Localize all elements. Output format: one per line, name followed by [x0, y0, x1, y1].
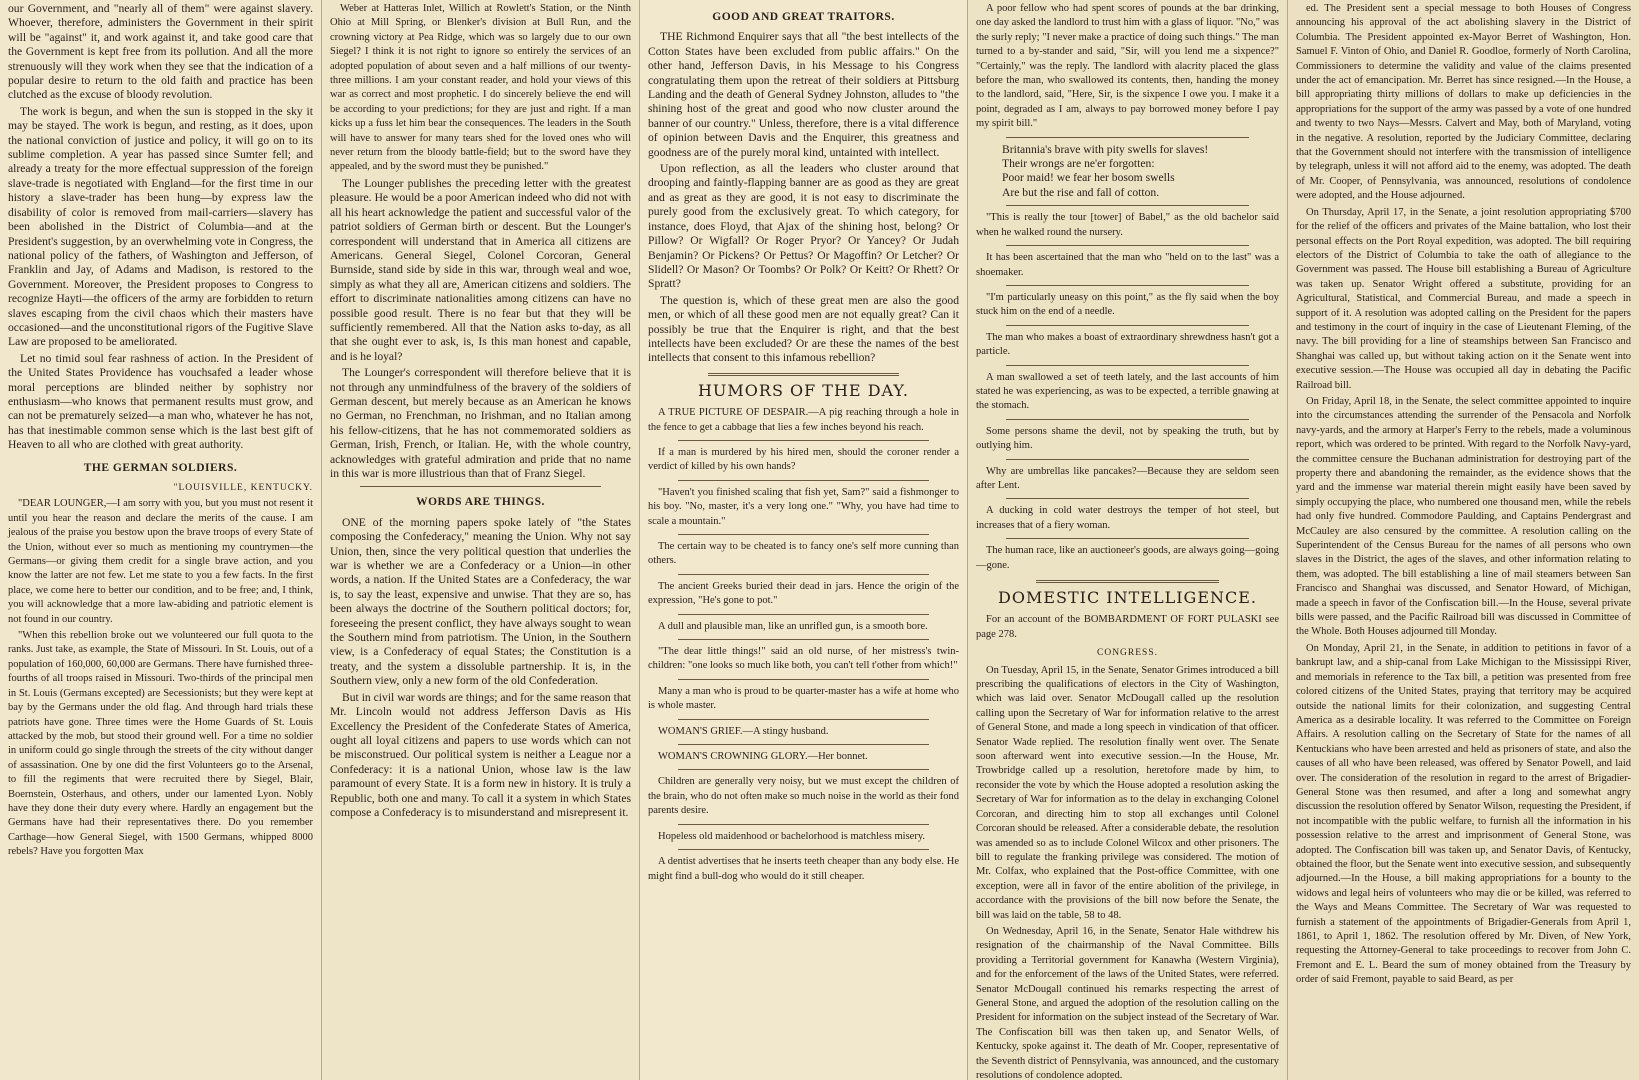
paragraph: "When this rebellion broke out we volunteered our full quota to the ranks. Just take, as example, the State of Missouri. In St. Louis, out of a population of 160,000, 60,000 are Germans. There have furnished three-fourths of all troops raised in Missouri. Two-thirds of the principal men in St. Louis (Germans excepted) are Secessionists; but they were kept at bay by the Germans under the old flag. And through hard trials these patriots have gone. Three times were the Home Guards of St. Louis attacked by the mob, but stood their ground well. For a time no soldier in uniform could go single through the streets of the city without danger of assassination. One by one did the first Volunteers go to the Arsenal, to fill the regiments that were recruited there by Siegel, Blair, Boernstein, Osterhaus, and others, under our lamented Lyon. Nobly have they done their duty every where. Hardly an engagement but the Germans have had their representatives there. Do you remember Carthage—how General Siegel, with 1500 Germans, whipped 8000 rebels? Have you forgotten Max	[8, 630, 313, 858]
section-heading: THE GERMAN SOLDIERS.	[83, 461, 238, 474]
humor-item: The ancient Greeks buried their dead in jars. Hence the origin of the expression, "He's gone to pot."	[648, 580, 959, 607]
divider	[1006, 419, 1249, 420]
humor-item: Children are generally very noisy, but we must except the children of the brain, who do not often make so much noise in the world as their fond parents desire.	[648, 776, 959, 817]
humor-item: Why are umbrellas like pancakes?—Because they are seldom seen after Lent.	[976, 465, 1279, 491]
divider	[678, 679, 929, 680]
humor-item: WOMAN'S CROWNING GLORY.—Her bonnet.	[658, 751, 868, 763]
divider	[678, 534, 929, 535]
divider	[1006, 538, 1249, 539]
sub-heading: CONGRESS.	[1097, 648, 1158, 659]
paragraph: The Lounger publishes the preceding letter with the greatest pleasure. He would be a poor American indeed who did not with all his heart acknowledge the patient and successful valor of the patriot soldiers of German birth or descent. But the Lounger's correspondent will understand that in America all citizens are Americans. General Siegel, Colonel Corcoran, General Burnside, stand side by side in this war, through weal and woe, simply as what they all are, American citizens and soldiers. The effort to discriminate nationalities among citizens can have no possible good result. There is no fear but that they will be sufficiently remembered. All that the Nation asks to-day, as all that she ought ever to ask, is, Is this man honest and capable, and is he loyal?	[330, 176, 631, 363]
divider	[1006, 285, 1249, 286]
humor-item: Hopeless old maidenhood or bachelorhood is matchless misery.	[658, 830, 926, 842]
humor-item: A dentist advertises that he inserts teeth cheaper than any body else. He might find a bull-dog who would do it still cheaper.	[648, 856, 959, 882]
paragraph: On Wednesday, April 16, in the Senate, Senator Hale withdrew his resignation of the chairmanship of the Naval Committee. Bills providing a Territorial government for Kanawha (Western Virginia), and for the enforcement of the laws of the United States, were referred. Senator McDougall continued his remarks respecting the arrest of General Stone, and argued the adoption of the resolution calling on the President for information on the subject instead of the Secretary of War. The Confiscation bill was then taken up, and Senator Wells, of Kentucky, spoke against it. The death of Mr. Cooper, representative of the Seventh district of Pennsylvania, was announced, and the customary resolutions of condolence adopted.	[976, 925, 1279, 1080]
humor-item: If a man is murdered by his hired men, should the coroner render a verdict of killed by his own hands?	[648, 446, 959, 473]
section-heading: HUMORS OF THE DAY.	[697, 380, 910, 400]
humor-item: "Haven't you finished scaling that fish yet, Sam?" said a fishmonger to his boy. "No, master, it's a very long one." "Why, you have had time to scale a mountain."	[648, 486, 959, 527]
poem-line: Poor maid! we fear her bosom swells	[1002, 171, 1175, 185]
paragraph: On Tuesday, April 15, in the Senate, Senator Grimes introduced a bill prescribing the qualifications of electors in the City of Washington, which was laid over. Senator McDougall called up the resolution calling upon the Secretary of War for information relative to the arrest of General Stone, and made a long speech in vindication of that officer. Senator Wade replied. The resolution finally went over. The Senate soon afterward went into executive session.—In the House, Mr. Trowbridge called up a resolution, heretofore made by him, to reconsider the vote by which the House adopted a resolution asking the Secretary of War for information as to the delay in exchanging Colonel Corcoran, and directing him to stop all exchanges until Colonel Corcoran should be released. After a considerable debate, the resolution was amended so as to include Colonel Wilcox and other prisoners. The bill to regulate the franking privilege was considered. The motion of Mr. Colfax, who explained that the Post-office Committee, with one exception, were all in favor of the entire abolition of the privilege, in accordance with the provisions of the bill now before the Senate, the bill was laid on the table, 58 to 48.	[976, 664, 1279, 921]
humor-item: A ducking in cold water destroys the temper of hot steel, but increases that of a fiery woman.	[976, 505, 1279, 531]
paragraph: Weber at Hatteras Inlet, Willich at Rowlett's Station, or the Ninth Ohio at Mill Spring, or Blenker's division at Bull Run, and the crowning victory at Pea Ridge, which was so largely due to our own Siegel? I think it is not right to ignore so entirely the services of an adopted population of about seven and a half millions of our twenty-three millions. I am your constant reader, and hold your views of this war as correct and most prophetic. I do sincerely believe the end will be according to your predictions; for they are just and right. If a man kicks up a fuss let him bear the consequences. The leaders in the South will have to answer for many tears shed for the loved ones who will never return from the bloody battle-field; but to the sword have they appealed, and by the sword must they be punished."	[330, 3, 631, 173]
divider	[678, 614, 929, 615]
divider	[678, 719, 929, 720]
paragraph: ONE of the morning papers spoke lately of "the States composing the Confederacy," meaning the Union. Why not say Union, then, since the very political question that underlies the war is whether we are a Confederacy or a Union—in other words, a nation. If the United States are a Confederacy, the war is, to say the least, expensive and unwise. That they are so, has been always the doctrine of the Southern political doctors; for, foreseeing the present conflict, they have always sought to wean the Southern mind from patriotism. The Union, in the Southern view, is a Confederacy of equal States; the Constitution is a treaty, and the system a dissoluble partnership. It is, in the Southern view, only a new form of the old Confederation.	[330, 515, 631, 688]
humor-item: "This is really the tour [tower] of Babel," as the old bachelor said when he walked round the nursery.	[976, 212, 1279, 238]
section-heading: WORDS ARE THINGS.	[416, 496, 545, 509]
divider	[1006, 498, 1249, 499]
humor-item: "I'm particularly uneasy on this point," as the fly said when the boy stuck him on the end of a needle.	[976, 291, 1279, 318]
paragraph: The question is, which of these great men are also the good men, or which of all these good men are not equally great? Can it possibly be true that the Enquirer is right, and that the best intellects have been excluded? Or are these the names of the best intellects that consent to this infamous rebellion?	[648, 293, 959, 365]
divider	[1006, 245, 1249, 246]
divider	[678, 574, 929, 575]
paragraph: The work is begun, and when the sun is stopped in the sky it may be stayed. The work is begun, and resting, as it does, upon the national conviction of justice and policy, it will go on to its sublime completion. A year has passed since Sumter fell; and already a treaty for the more effectual suppression of the foreign slave-trade is negotiated with England—for the first time in our history a slave-trader has been hung—by express law the disability of color is removed from mail-carriers—slavery has been abolished in the District of Columbia—and at the President's suggestion, by an overwhelming vote in Congress, the national policy of the fathers, of Washington and Jefferson, of Franklin and Jay, of Adams and Madison, is restored to the Government. Moreover, the President proposes to Congress to recognize Hayti—the officers of the army are forbidden to return slaves escaping from the civil chaos which their masters have occasioned—and the unconstitutional rigors of the Fugitive Slave Law are proposed to be ameliorated.	[8, 104, 313, 349]
paragraph: Let no timid soul fear rashness of action. In the President of the United States Providence has vouchsafed a leader whose moral perceptions are blinded neither by sophistry nor enthusiasm—who knows that permanent results must grow, and can not be prematurely seized—a man who, whatever he has not, has that inestimable common sense which is the last best gift of Heaven to all who are clothed with great authority.	[8, 351, 313, 452]
column-2	[322, 0, 640, 1080]
divider	[678, 849, 929, 850]
divider	[1036, 580, 1219, 583]
paragraph: our Government, and "nearly all of them" were against slavery. Whoever, therefore, administers the Government in their spirit will be "against" it, and work against it, and take good care that the Government is kept free from its pollution. And all the more strenuously will they work when they see that the indication of a popular desire to return to the old faith and practice has been clutched as the excuse of bloody revolution.	[8, 2, 313, 102]
editor-note: For an account of the BOMBARDMENT OF FORT PULASKI see page 278.	[976, 614, 1279, 640]
paragraph: But in civil war words are things; and for the same reason that Mr. Lincoln would not address Jefferson Davis as His Excellency the President of the Confederate States of America, ought all loyal citizens and papers to use words which can not be misconstrued. Our political system is neither a League nor a Confederacy: it is a national Union, whose law is the law paramount of every State. It is a form new in history. It is truly a Republic, both one and many. To call it a system in which States compose a Confederacy is to misunderstand and misrepresent it.	[330, 690, 631, 819]
poem-line: Their wrongs are ne'er forgotten:	[1002, 157, 1155, 171]
divider	[360, 486, 601, 487]
divider	[708, 373, 899, 376]
poem-line: Britannia's brave with pity swells for slaves!	[1002, 142, 1209, 156]
divider	[678, 769, 929, 770]
divider	[678, 480, 929, 481]
divider	[678, 440, 929, 441]
humor-item: A man swallowed a set of teeth lately, and the last accounts of him stated he was experiencing, as was to be expected, a terrible gnawing at the stomach.	[976, 371, 1279, 412]
column-5	[1288, 0, 1639, 1080]
paragraph: On Friday, April 18, in the Senate, the select committee appointed to inquire into the circumstances attending the surrender of the Pensacola and Norfolk navy-yards, and the armory at Harper's Ferry to the rebels, made a voluminous report, which was ordered to be printed. With regard to the Norfolk Navy-yard, the committee censure the Buchanan administration for destroying part of the property there and abandoning the remainder, as the evidence shows that the yard and the immense war material therein might easily have been saved by simply occupying the place, who numbered one thousand men, while the rebels had only five hundred. Commodore Paulding, and Captains Pendergrast and McCauley are also censured by the committee. A resolution calling on the Superintendent of the Census Bureau for the names of all persons who own slaves in the District, the ages of the slaves, and other information relating to them, was adopted. The bill establishing a line of mail steamers between San Francisco and Shanghai was discussed, and Senator Howard, of Michigan, made a speech in favor of the Confiscation bill.—In the House, several private bills were passed, and the Pacific Railroad bill was discussed in Committee of the Whole. Both Houses adjourned till Monday.	[1296, 395, 1631, 638]
humor-item: The human race, like an auctioneer's goods, are always going—going—gone.	[976, 545, 1279, 571]
divider	[678, 824, 929, 825]
paragraph: Upon reflection, as all the leaders who cluster around that drooping and faintly-flapping banner are as good as they are great and as great as they are good, it is not easy to discriminate the purely good from the exclusively great. To which category, for instance, does Floyd, that Ajax of the shining host, belong? Or Pillow? Or Wigfall? Or Roger Pryor? Or Yancey? Or Judah Benjamin? Or Pickens? Or Pettus? Or Magoffin? Or Letcher? Or Slidell? Or Mason? Or Toombs? Or Polk? Or Keitt? Or Rhett? Or Spratt?	[648, 162, 959, 291]
paragraph: "DEAR LOUNGER,—I am sorry with you, but you must not resent it until you hear the reason and declare the merits of the cause. I am jealous of the praise you bestow upon the brave troops of every State of the Union, without ever so much as mentioning my countrymen—the Germans—or giving them credit for a single brave action, and you know the latter are not few. Let me state to you a few facts. In the first place, we come here to better our condition, and to be free; and, I think, you will acknowledge that a more law-abiding and patriotic element is not found in our country.	[8, 498, 313, 625]
humor-item: A TRUE PICTURE OF DESPAIR.—A pig reaching through a hole in the fence to get a cabbage that lies a few inches beyond his reach.	[648, 407, 959, 433]
section-heading: DOMESTIC INTELLIGENCE.	[998, 588, 1257, 607]
paragraph: ed. The President sent a special message to both Houses of Congress announcing his approval of the act abolishing slavery in the District of Columbia. The President appointed ex-Mayor Berret of Washington, Hon. Samuel F. Vinton of Ohio, and Daniel R. Goodloe, formerly of North Carolina, Commissioners to determine the validity and value of the claims presented under the act of emancipation. Mr. Berret has since resigned.—In the House, a bill appropriating thirty millions of dollars to make up deficiencies in the appropriations for the support of the army was passed by a vote of one hundred and twenty to two Nays—Messrs. Calvert and May, both of Maryland, voting in the negative. A resolution, reported by the Judiciary Committee, declaring that the Government should not interfere with the transmission of intelligence by telegraph, unless it will not afford aid to the enemy, was adopted. The death of Mr. Cooper, of Pennsylvania, was announced, resolutions of condolence were adopted, and the House adjourned.	[1296, 3, 1631, 202]
humor-item: A dull and plausible man, like an unrifled gun, is a smooth bore.	[658, 620, 928, 632]
divider	[1006, 137, 1249, 138]
divider	[1006, 459, 1249, 460]
humor-item: Many a man who is proud to be quarter-master has a wife at home who is whole master.	[648, 685, 959, 712]
humor-item: It has been ascertained that the man who "held on to the last" was a shoemaker.	[976, 252, 1279, 278]
humor-item: WOMAN'S GRIEF.—A stingy husband.	[658, 725, 829, 737]
humor-item: The certain way to be cheated is to fancy one's self more cunning than others.	[648, 541, 959, 567]
section-heading: GOOD AND GREAT TRAITORS.	[712, 11, 895, 23]
column-1	[0, 0, 322, 1080]
divider	[1006, 365, 1249, 366]
divider	[678, 639, 929, 640]
paragraph: On Thursday, April 17, in the Senate, a joint resolution appropriating $700 for the relief of the officers and privates of the Maine battalion, who lost their personal effects on the Port Royal expedition, was adopted. The bill requiring electors of the District of Columbia to take the oath of allegiance to the Government was passed. The House bill establishing a Bureau of Agriculture was taken up. Senator Wright offered a substitute, providing for an Agricultural, Statistical, and Commercial Bureau, and made a speech in support of it. A resolution was adopted calling on the President for the papers and testimony in the court of inquiry in the case of Lieutenant Fleming, of the navy. The bill providing for a line of steamships between San Francisco and Shanghai was called up, but without taking action on it the Senate went into executive session.—The House was occupied all day in debating the Pacific Railroad bill.	[1296, 206, 1631, 391]
divider	[678, 744, 929, 745]
divider	[1006, 205, 1249, 206]
humor-item: A poor fellow who had spent scores of pounds at the bar drinking, one day asked the landlord to trust him with a glass of liquor. "No," was the surly reply; "I never make a practice of doing such things." The man turned to a by-stander and said, "Sir, will you lend me a sixpence?" "Certainly," was the reply. The landlord with alacrity placed the glass before the man, who swallowed its contents, then, handing the money to the landlord, said, "Here, Sir, is the sixpence I owe you. I make it a point, degraded as I am, always to pay borrowed money before I pay my spirit bill."	[976, 3, 1279, 130]
paragraph: The Lounger's correspondent will therefore believe that it is not through any unmindfulness of the bravery of the soldiers of German descent, but merely because as an American he knows no German, no Frenchman, no Irishman, and no Italian among his fellow-citizens, that he has not commemorated soldiers as German, Irish, French, or Italian. He, with the whole country, acknowledges with grateful admiration and pride that no name in this war is more illustrious than that of Franz Siegel.	[330, 366, 631, 480]
dateline: "LOUISVILLE, KENTUCKY.	[173, 483, 313, 493]
poem-line: Are but the rise and fall of cotton.	[1002, 185, 1160, 199]
column-4	[968, 0, 1288, 1080]
column-3	[640, 0, 968, 1080]
paragraph: On Monday, April 21, in the Senate, in addition to petitions in favor of a bankrupt law, and a ship-canal from Lake Michigan to the Mississippi River, and memorials in reference to the Tax bill, a petition was presented from free colored citizens of the United States, praying that territory may be acquired outside the national limits for their colonization, and suggesting Central America as a desirable locality. It was referred to the Committee on Foreign Affairs. A resolution calling on the Secretary of State for the names of all Kentuckians who have been arrested and held as prisoners of state, and also the causes of all who have been released, was offered by Senator Powell, and laid over. The consideration of the resolution in regard to the arrest of Brigadier-General Stone was then resumed, and after a long and somewhat angry discussion the resolution offered by Senator Wilson, requesting the President, if not incompatible with the public welfare, to furnish all the information in his possession relative to the arrest and imprisonment of General Stone, was adopted. The Confiscation bill was taken up, and Senator Davis, of Kentucky, obtained the floor, but the Senate went into executive session, and subsequently adjourned.—In the House, a bill making appropriations for a bounty to the widows and legal heirs of volunteers who may die or be killed, was referred to the Ways and Means Committee. The Secretary of War was requested to furnish a statement of the appointments of Brigadier-Generals from April 1, 1861, to April 1, 1862. The resolution offered by Mr. Diven, of New York, requesting the Attorney-General to take proceedings to recover from John C. Fremont and E. L. Beard the sum of money obtained from the Treasury by order of said Fremont, payable to said Beard, as per	[1296, 642, 1631, 986]
paragraph: THE Richmond Enquirer says that all "the best intellects of the Cotton States have been excluded from public affairs." On the other hand, Jefferson Davis, in his Message to his Congress congratulating them upon the retreat of their soldiers at Pittsburg Landing and the death of General Sydney Johnston, alludes to "the shining host of the great and good who now cluster around the banner of our country." Unless, therefore, there is a vital difference of opinion between Davis and the Enquirer, this greatness and goodness are of the purely moral kind, untainted with intellect.	[648, 30, 959, 159]
divider	[1006, 325, 1249, 326]
humor-item: The man who makes a boast of extraordinary shrewdness hasn't got a particle.	[976, 331, 1279, 358]
humor-item: "The dear little things!" said an old nurse, of her mistress's twin-children: "one looks so much like both, you can't tell t'other from which!"	[648, 646, 959, 672]
humor-item: Some persons shame the devil, not by speaking the truth, but by outlying him.	[976, 425, 1279, 452]
